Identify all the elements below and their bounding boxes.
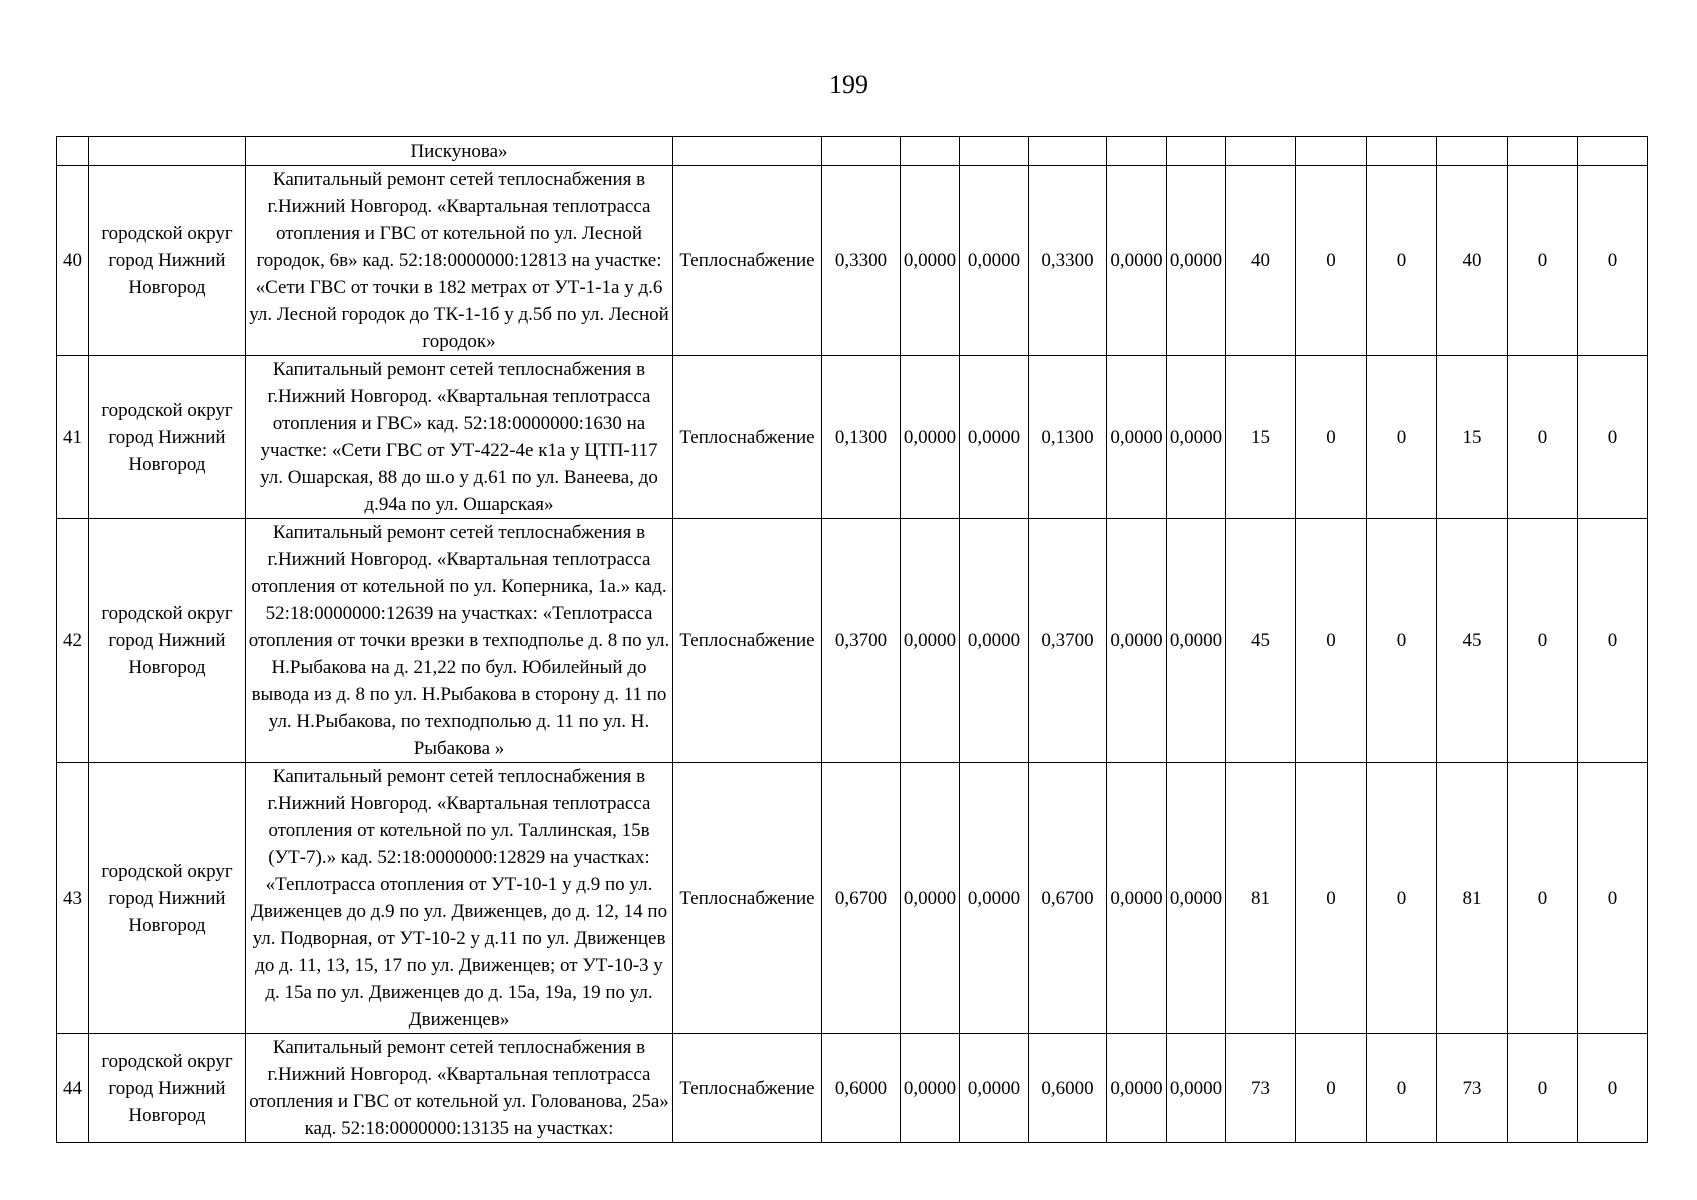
row-value-2: 0,0000: [901, 519, 960, 763]
row-value-1: 0,1300: [822, 356, 901, 519]
row-count-1: 81: [1226, 763, 1296, 1034]
row-value-5: 0,0000: [1107, 763, 1167, 1034]
table-row: [57, 356, 1648, 519]
row-description: Капитальный ремонт сетей теплоснабжения в г.Нижний Новгород. «Квартальная теплотрасса отопления и ГВС от котельной по ул. Лесной городок, 6в» кад. 52:18:0000000:12813 на участке: «Сети ГВС от точки в 182 метрах от УТ-1-1а у д.6 ул. Лесной городок до ТК-1-1б у д.5б по ул. Лесной городок»: [246, 166, 673, 356]
row-value-2: 0,0000: [901, 763, 960, 1034]
row-value-3: 0,0000: [960, 1034, 1029, 1143]
row-value-3: 0,0000: [960, 166, 1029, 356]
row-count-1: 40: [1226, 166, 1296, 356]
row-count-5: 0: [1508, 356, 1578, 519]
row-type: Теплоснабжение: [673, 519, 822, 763]
row-number: 41: [57, 356, 89, 519]
row-count-4: 45: [1437, 519, 1508, 763]
row-count-4: 15: [1437, 356, 1508, 519]
row-count-2: 0: [1296, 519, 1367, 763]
row-count-5: 0: [1508, 1034, 1578, 1143]
row-count-6: 0: [1578, 519, 1648, 763]
row-value-4: 0,3700: [1029, 519, 1107, 763]
row-value-2: 0,0000: [901, 166, 960, 356]
row-number: 42: [57, 519, 89, 763]
row-value-3: 0,0000: [960, 356, 1029, 519]
row-type: Теплоснабжение: [673, 356, 822, 519]
table-row: [57, 1034, 1648, 1143]
row-description: Капитальный ремонт сетей теплоснабжения в г.Нижний Новгород. «Квартальная теплотрасса отопления и ГВС» кад. 52:18:0000000:1630 на участке: «Сети ГВС от УТ-422-4е к1а у ЦТП-117 ул. Ошарская, 88 до ш.о у д.61 по ул. Ванеева, до д.94а по ул. Ошарская»: [246, 356, 673, 519]
row-count-4: 73: [1437, 1034, 1508, 1143]
row-value-2: 0,0000: [901, 1034, 960, 1143]
row-value-2: 0,0000: [901, 356, 960, 519]
row-count-3: 0: [1367, 763, 1437, 1034]
row-count-6: 0: [1578, 763, 1648, 1034]
row-value-1: 0,6000: [822, 1034, 901, 1143]
row-count-6: 0: [1578, 166, 1648, 356]
row-value-6: 0,0000: [1167, 1034, 1226, 1143]
row-value-3: 0,0000: [960, 519, 1029, 763]
row-count-2: 0: [1296, 356, 1367, 519]
row-value-4: 0,6000: [1029, 1034, 1107, 1143]
row-type: Теплоснабжение: [673, 166, 822, 356]
row-count-3: 0: [1367, 166, 1437, 356]
row-description: Пискунова»: [246, 137, 673, 166]
row-count-1: 15: [1226, 356, 1296, 519]
row-value-5: 0,0000: [1107, 166, 1167, 356]
row-municipality: городской округ город Нижний Новгород: [89, 519, 246, 763]
row-count-5: 0: [1508, 763, 1578, 1034]
row-value-6: 0,0000: [1167, 519, 1226, 763]
row-count-5: 0: [1508, 166, 1578, 356]
row-description: Капитальный ремонт сетей теплоснабжения в г.Нижний Новгород. «Квартальная теплотрасса отопления от котельной по ул. Коперника, 1а.» кад. 52:18:0000000:12639 на участках: «Теплотрасса отопления от точки врезки в техподполье д. 8 по ул. Н.Рыбакова на д. 21,22 по бул. Юбилейный до вывода из д. 8 по ул. Н.Рыбакова в сторону д. 11 по ул. Н.Рыбакова, по техподполью д. 11 по ул. Н. Рыбакова »: [246, 519, 673, 763]
investment-program-table: [56, 136, 1648, 1143]
row-type: Теплоснабжение: [673, 763, 822, 1034]
row-value-5: 0,0000: [1107, 356, 1167, 519]
row-count-3: 0: [1367, 519, 1437, 763]
row-municipality: городской округ город Нижний Новгород: [89, 763, 246, 1034]
page-number: 199: [829, 70, 868, 99]
row-value-6: 0,0000: [1167, 763, 1226, 1034]
row-count-1: 45: [1226, 519, 1296, 763]
table-row: [57, 166, 1648, 356]
row-count-5: 0: [1508, 519, 1578, 763]
row-count-3: 0: [1367, 356, 1437, 519]
row-value-4: 0,1300: [1029, 356, 1107, 519]
row-value-1: 0,3300: [822, 166, 901, 356]
row-value-1: 0,6700: [822, 763, 901, 1034]
row-count-4: 81: [1437, 763, 1508, 1034]
row-value-5: 0,0000: [1107, 1034, 1167, 1143]
row-count-2: 0: [1296, 166, 1367, 356]
row-type: Теплоснабжение: [673, 1034, 822, 1143]
row-description: Капитальный ремонт сетей теплоснабжения в г.Нижний Новгород. «Квартальная теплотрасса отопления и ГВС от котельной ул. Голованова, 25а» кад. 52:18:0000000:13135 на участках:: [246, 1034, 673, 1143]
row-number: 40: [57, 166, 89, 356]
row-value-4: 0,3300: [1029, 166, 1107, 356]
table-row: [57, 763, 1648, 1034]
row-value-3: 0,0000: [960, 763, 1029, 1034]
row-value-6: 0,0000: [1167, 166, 1226, 356]
row-municipality: городской округ город Нижний Новгород: [89, 166, 246, 356]
row-number: 44: [57, 1034, 89, 1143]
row-count-1: 73: [1226, 1034, 1296, 1143]
row-number: 43: [57, 763, 89, 1034]
row-count-2: 0: [1296, 1034, 1367, 1143]
row-value-4: 0,6700: [1029, 763, 1107, 1034]
row-count-6: 0: [1578, 1034, 1648, 1143]
row-value-5: 0,0000: [1107, 519, 1167, 763]
table-row: [57, 519, 1648, 763]
continuation-row: [57, 137, 1648, 166]
row-value-6: 0,0000: [1167, 356, 1226, 519]
row-count-3: 0: [1367, 1034, 1437, 1143]
row-count-2: 0: [1296, 763, 1367, 1034]
row-count-6: 0: [1578, 356, 1648, 519]
row-value-1: 0,3700: [822, 519, 901, 763]
row-municipality: городской округ город Нижний Новгород: [89, 356, 246, 519]
row-municipality: городской округ город Нижний Новгород: [89, 1034, 246, 1143]
row-count-4: 40: [1437, 166, 1508, 356]
row-description: Капитальный ремонт сетей теплоснабжения в г.Нижний Новгород. «Квартальная теплотрасса отопления от котельной по ул. Таллинская, 15в (УТ-7).» кад. 52:18:0000000:12829 на участках: «Теплотрасса отопления от УТ-10-1 у д.9 по ул. Движенцев до д.9 по ул. Движенцев, до д. 12, 14 по ул. Подворная, от УТ-10-2 у д.11 по ул. Движенцев до д. 11, 13, 15, 17 по ул. Движенцев; от УТ-10-3 у д. 15а по ул. Движенцев до д. 15а, 19а, 19 по ул. Движенцев»: [246, 763, 673, 1034]
